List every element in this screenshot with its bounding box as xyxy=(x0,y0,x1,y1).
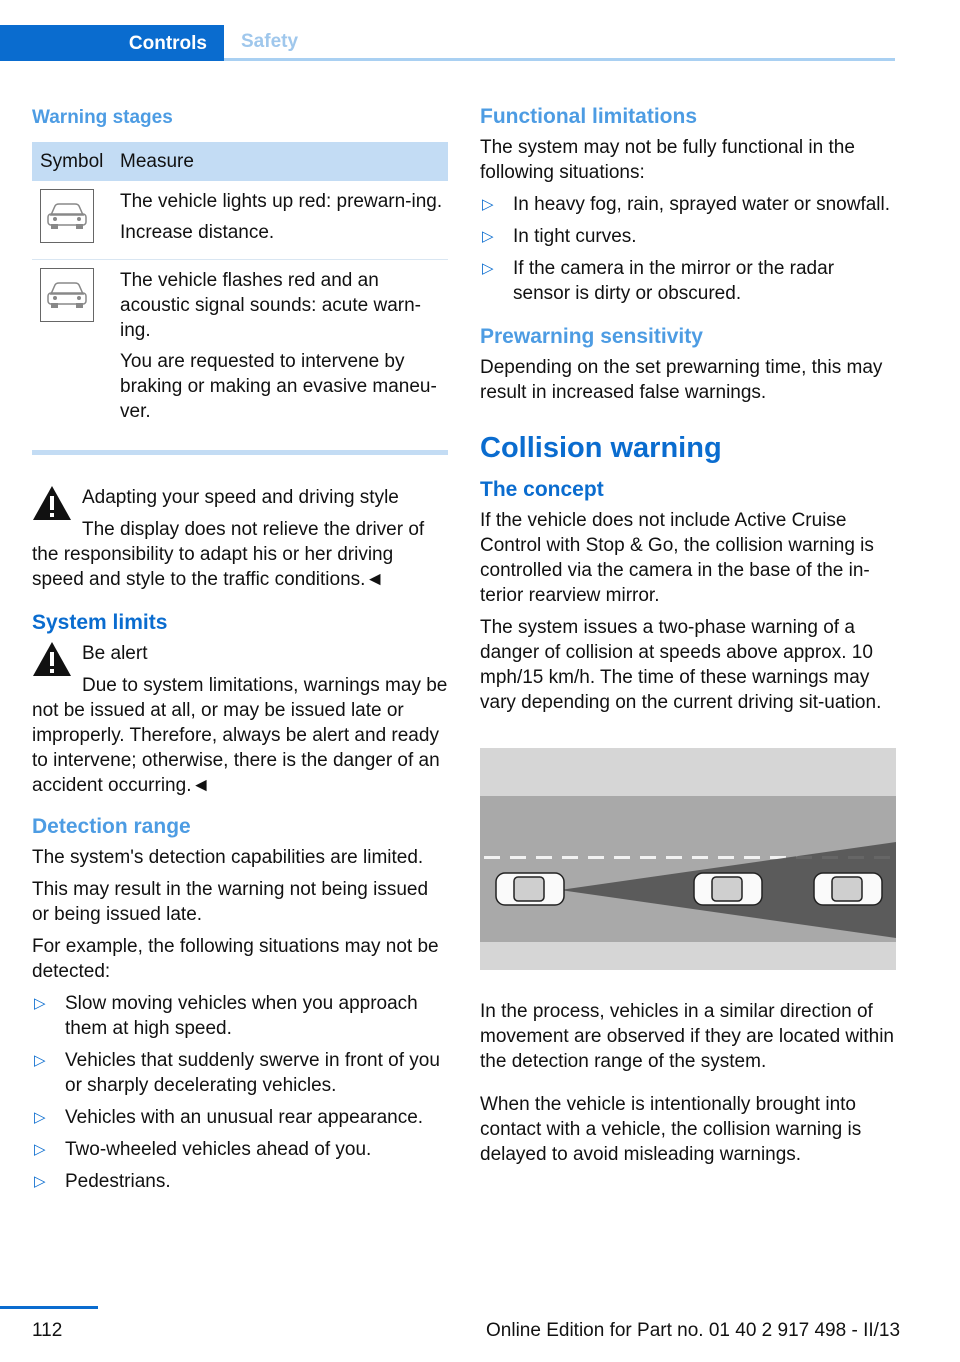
list-item: ▷ Two-wheeled vehicles ahead of you. xyxy=(34,1139,372,1160)
measure-text: Increase distance. xyxy=(120,222,275,243)
warning-body: Due to system limitations, warnings may be not be issued at all, or may be issued late or improperly. Therefore, always be alert and ready to intervene; otherwise, there is the danger of an accident occurring.◄ xyxy=(32,675,448,796)
list-item: ▷ In heavy fog, rain, sprayed water or snowfall. xyxy=(482,194,891,215)
warning-triangle-icon xyxy=(32,641,72,677)
warning-triangle-icon xyxy=(32,485,72,521)
collision-warning-heading: Collision warning xyxy=(480,432,722,464)
list-item: ▷ Slow moving vehicles when you approach them at high speed. xyxy=(34,993,418,1039)
list-marker-icon: ▷ xyxy=(34,1173,46,1190)
list-marker-icon: ▷ xyxy=(482,228,494,245)
paragraph: When the vehicle is intentionally brought into contact with a vehicle, the collision warning is delayed to avoid misleading warnings. xyxy=(480,1094,862,1165)
warning-notice-speed xyxy=(32,485,448,592)
vehicle-ahead xyxy=(694,873,762,905)
warning-stages-heading: Warning stages xyxy=(32,107,173,128)
edition-note: Online Edition for Part no. 01 40 2 917 498 - II/13 xyxy=(486,1320,901,1341)
list-item: ▷ If the camera in the mirror or the radar sensor is dirty or obscured. xyxy=(482,258,835,304)
warning-stages-table xyxy=(32,142,448,438)
paragraph: For example, the following situations may not be detected: xyxy=(32,936,439,982)
header-tabs xyxy=(0,25,895,61)
warning-notice-alert xyxy=(32,641,448,798)
page-number: 112 xyxy=(32,1320,63,1341)
collision-detection-illustration xyxy=(480,748,896,970)
functional-limitations-heading: Functional limitations xyxy=(480,105,698,128)
paragraph: The system's detection capabilities are limited. xyxy=(32,847,424,868)
list-marker-icon: ▷ xyxy=(482,196,494,213)
column-header-symbol: Symbol xyxy=(32,142,112,181)
warning-title: Be alert xyxy=(82,643,148,664)
table-row xyxy=(32,260,448,439)
left-column xyxy=(32,100,448,1201)
list-item: ▷ Pedestrians. xyxy=(34,1171,171,1192)
prewarning-sensitivity-heading: Prewarning sensitivity xyxy=(480,325,703,348)
measure-text: You are requested to intervene by braking or making an evasive maneu-ver. xyxy=(120,351,437,422)
paragraph: Depending on the set prewarning time, this may result in increased false warnings. xyxy=(480,357,883,403)
paragraph: In the process, vehicles in a similar direction of movement are observed if they are located within the detection range of the system. xyxy=(480,1001,894,1072)
vehicle-far xyxy=(814,873,882,905)
system-limits-heading: System limits xyxy=(32,611,168,634)
warning-title: Adapting your speed and driving style xyxy=(82,487,399,508)
detection-range-heading: Detection range xyxy=(32,815,191,838)
footer-rule xyxy=(0,1306,98,1309)
warning-body: The display does not relieve the driver of the responsibility to adapt his or her driving speed and style to the traffic conditions.◄ xyxy=(32,519,425,590)
list-marker-icon: ▷ xyxy=(34,1052,46,1069)
list-item: ▷ Vehicles that suddenly swerve in front of you or sharply decelerating vehicles. xyxy=(34,1050,440,1096)
functional-list xyxy=(480,192,896,306)
list-marker-icon: ▷ xyxy=(482,260,494,277)
list-item: ▷ In tight curves. xyxy=(482,226,637,247)
table-end-rule xyxy=(32,450,448,455)
table-row xyxy=(32,181,448,260)
paragraph: This may result in the warning not being issued or being issued late. xyxy=(32,879,429,925)
concept-heading: The concept xyxy=(480,478,604,501)
right-column xyxy=(480,100,896,1174)
list-item: ▷ Vehicles with an unusual rear appearance. xyxy=(34,1107,424,1128)
list-marker-icon: ▷ xyxy=(34,1141,46,1158)
tab-controls[interactable]: Controls xyxy=(0,25,224,61)
column-header-measure: Measure xyxy=(112,142,448,181)
paragraph: If the vehicle does not include Active Cruise Control with Stop & Go, the collision warning is controlled via the camera in the base of the in-terior rearview mirror. xyxy=(480,510,874,606)
detection-list xyxy=(32,991,448,1194)
tab-safety[interactable]: Safety xyxy=(224,25,895,61)
paragraph: The system issues a two-phase warning of a danger of collision at speeds above approx. 10 mph/15 km/h. The time of these warnings may vary depending on the current driving sit-uation. xyxy=(480,617,882,713)
paragraph: The system may not be fully functional in the following situations: xyxy=(480,137,855,183)
measure-text: The vehicle flashes red and an acoustic signal sounds: acute warn-ing. xyxy=(120,270,421,341)
vehicle-own xyxy=(496,873,564,905)
list-marker-icon: ▷ xyxy=(34,995,46,1012)
list-marker-icon: ▷ xyxy=(34,1109,46,1126)
measure-text: The vehicle lights up red: prewarn-ing. xyxy=(120,191,443,212)
car-icon xyxy=(40,189,94,243)
car-icon xyxy=(40,268,94,322)
